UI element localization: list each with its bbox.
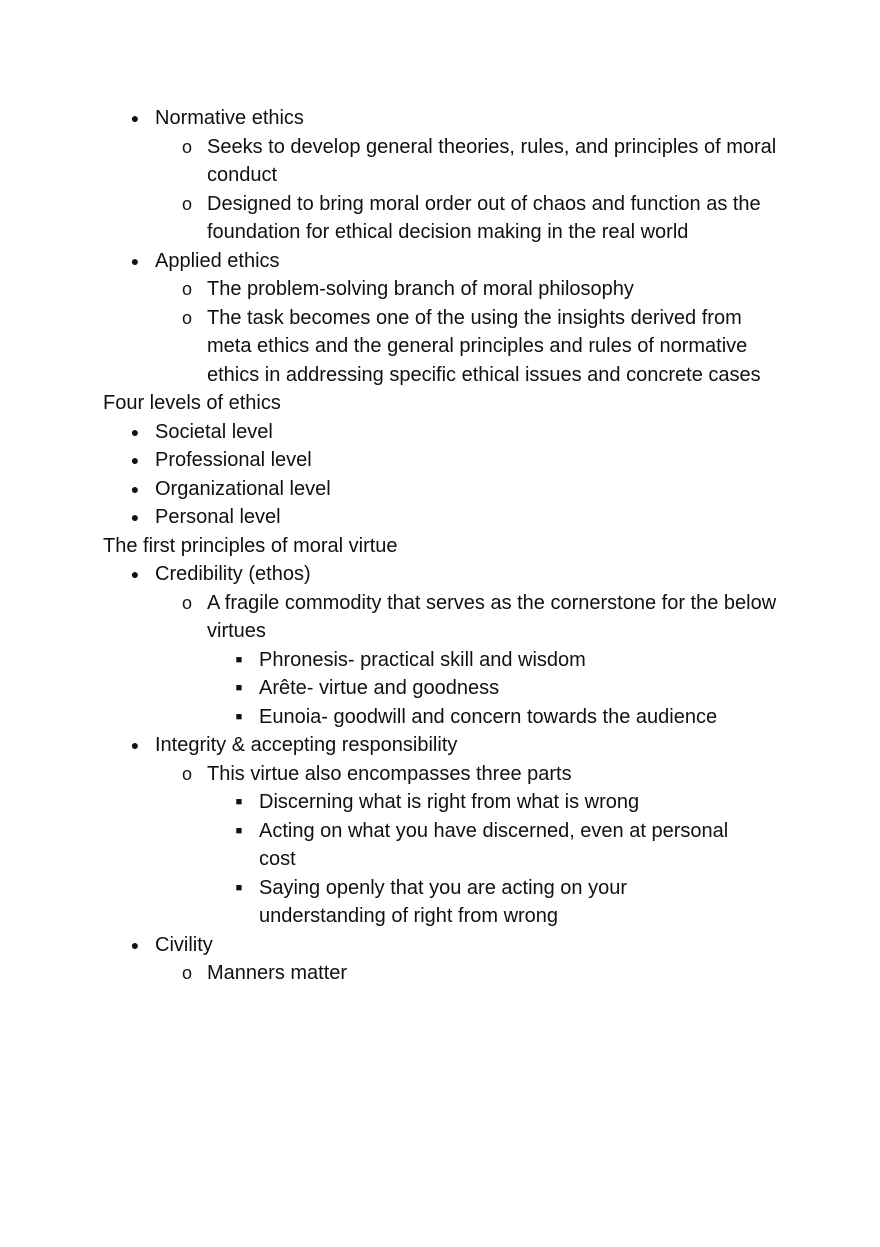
sub-bullet-item bbox=[103, 275, 803, 304]
bullet-text: Civility bbox=[155, 933, 213, 956]
sub-sub-bullet-text: Acting on what you have discerned, even at personal cost bbox=[259, 819, 729, 870]
square-bullet-icon: ■ bbox=[235, 824, 243, 837]
sub-bullet-text: A fragile commodity that serves as the cornerstone for the below virtues bbox=[207, 591, 777, 642]
circle-bullet-icon: o bbox=[181, 279, 192, 299]
bullet-text: Organizational level bbox=[155, 477, 331, 500]
bullet-icon: ● bbox=[130, 936, 140, 953]
sub-bullet-item bbox=[103, 760, 803, 789]
circle-bullet-icon: o bbox=[181, 307, 192, 328]
sub-bullet-item bbox=[103, 959, 803, 988]
bullet-icon: ● bbox=[130, 509, 140, 525]
bullet-item bbox=[103, 731, 803, 760]
bullet-icon: ● bbox=[130, 452, 140, 468]
bullet-icon: ● bbox=[130, 110, 140, 126]
section-heading: The first principles of moral virtue bbox=[103, 534, 398, 557]
bullet-item bbox=[103, 104, 803, 133]
bullet-item bbox=[103, 503, 803, 532]
square-bullet-icon: ■ bbox=[235, 881, 243, 894]
sub-sub-bullet-item bbox=[103, 817, 803, 874]
bullet-item bbox=[103, 446, 803, 475]
square-bullet-icon: ■ bbox=[235, 682, 243, 694]
bullet-text: Professional level bbox=[155, 449, 312, 471]
bullet-icon: ● bbox=[130, 566, 140, 582]
circle-bullet-icon: o bbox=[181, 592, 192, 613]
bullet-text: Applied ethics bbox=[155, 249, 280, 272]
square-bullet-icon: ■ bbox=[235, 710, 243, 723]
sub-bullet-text: Manners matter bbox=[207, 962, 348, 984]
circle-bullet-icon: o bbox=[181, 763, 192, 784]
bullet-text: Personal level bbox=[155, 506, 281, 528]
sub-sub-bullet-item bbox=[103, 646, 803, 675]
square-bullet-icon: ■ bbox=[235, 653, 243, 666]
bullet-text: Integrity & accepting responsibility bbox=[155, 734, 458, 756]
bullet-item bbox=[103, 560, 803, 589]
square-bullet-icon: ■ bbox=[235, 796, 243, 808]
sub-bullet-text: Designed to bring moral order out of chaos and function as the foundation for ethical decision making in the real world bbox=[207, 192, 761, 243]
sub-sub-bullet-item bbox=[103, 788, 803, 817]
bullet-text: Societal level bbox=[155, 420, 273, 443]
sub-sub-bullet-text: Saying openly that you are acting on your understanding of right from wrong bbox=[259, 876, 628, 927]
sub-sub-bullet-text: Phronesis- practical skill and wisdom bbox=[259, 648, 586, 671]
bullet-item bbox=[103, 475, 803, 504]
sub-bullet-item bbox=[103, 304, 803, 390]
circle-bullet-icon: o bbox=[181, 136, 192, 157]
bullet-icon: ● bbox=[130, 737, 140, 753]
document-content bbox=[103, 104, 803, 988]
bullet-item bbox=[103, 247, 803, 276]
sub-bullet-text: The task becomes one of the using the insights derived from meta ethics and the general principles and rules of normative ethics in addressing specific ethical issues and concrete cases bbox=[207, 306, 761, 386]
sub-sub-bullet-text: Arête- virtue and goodness bbox=[259, 677, 500, 699]
bullet-item bbox=[103, 418, 803, 447]
sub-bullet-item bbox=[103, 133, 803, 190]
sub-bullet-item bbox=[103, 190, 803, 247]
bullet-icon: ● bbox=[130, 480, 140, 497]
sub-sub-bullet-text: Eunoia- goodwill and concern towards the audience bbox=[259, 705, 718, 728]
section-heading: Four levels of ethics bbox=[103, 392, 281, 414]
sub-sub-bullet-item bbox=[103, 703, 803, 732]
sub-bullet-item bbox=[103, 589, 803, 646]
sub-bullet-text: Seeks to develop general theories, rules, and principles of moral conduct bbox=[207, 135, 777, 186]
bullet-text: Credibility (ethos) bbox=[155, 563, 311, 585]
sub-sub-bullet-item bbox=[103, 874, 803, 931]
bullet-icon: ● bbox=[130, 252, 140, 269]
sub-sub-bullet-text: Discerning what is right from what is wrong bbox=[259, 791, 640, 813]
circle-bullet-icon: o bbox=[181, 193, 192, 214]
circle-bullet-icon: o bbox=[181, 963, 192, 983]
sub-sub-bullet-item bbox=[103, 674, 803, 703]
sub-bullet-text: This virtue also encompasses three parts bbox=[207, 762, 572, 785]
bullet-text: Normative ethics bbox=[155, 107, 304, 129]
bullet-icon: ● bbox=[130, 423, 140, 440]
bullet-item bbox=[103, 931, 803, 960]
sub-bullet-text: The problem-solving branch of moral philosophy bbox=[207, 278, 634, 300]
